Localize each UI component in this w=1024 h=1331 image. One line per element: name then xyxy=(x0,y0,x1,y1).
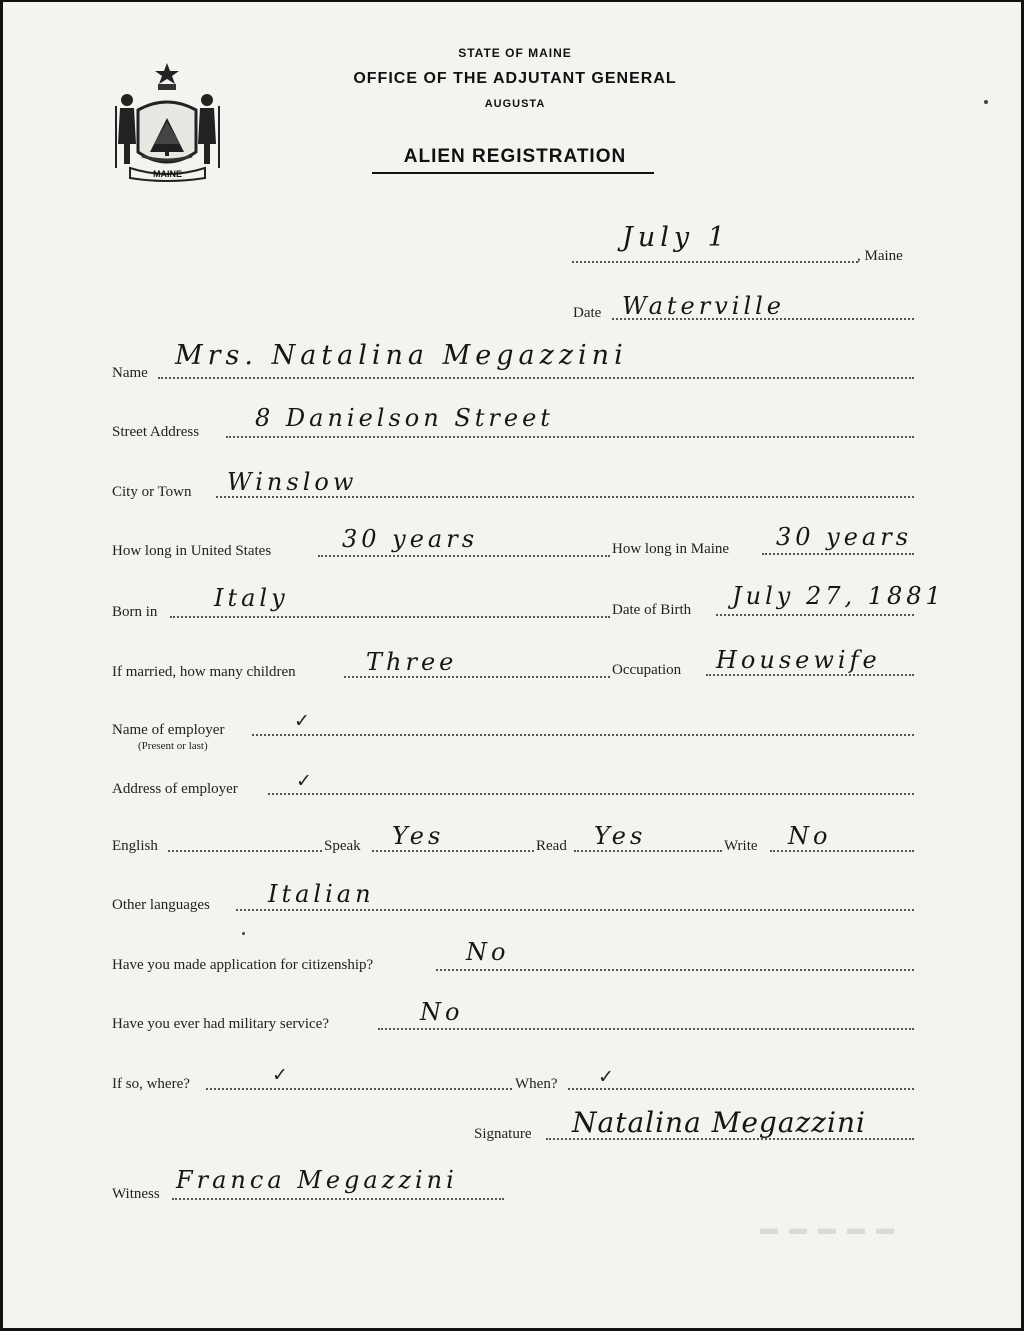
street-address-entry: 8 Danielson Street xyxy=(255,404,554,432)
speak-line xyxy=(372,850,534,852)
how-long-maine-line xyxy=(762,553,914,555)
citizenship-entry: No xyxy=(466,938,510,966)
employer-address-label: Address of employer xyxy=(112,781,238,797)
children-label: If married, how many children xyxy=(112,664,296,680)
maine-state-seal-icon xyxy=(110,60,225,185)
speak-entry: Yes xyxy=(392,822,445,850)
english-line xyxy=(168,850,322,852)
letterhead-office: OFFICE OF THE ADJUTANT GENERAL xyxy=(353,70,677,87)
read-entry: Yes xyxy=(594,822,647,850)
how-long-us-label: How long in United States xyxy=(112,543,272,559)
form-title: ALIEN REGISTRATION xyxy=(403,146,627,167)
how-long-maine-entry: 30 years xyxy=(776,523,913,551)
date-label: Date xyxy=(573,305,602,321)
place-date-line xyxy=(572,261,858,263)
how-long-us-entry: 30 years xyxy=(342,525,479,553)
seal-motto: MAINE xyxy=(153,169,182,179)
occupation-line xyxy=(706,674,914,676)
when-line xyxy=(568,1088,914,1090)
employer-address-checkmark: ✓ xyxy=(296,770,312,792)
scan-speck xyxy=(242,932,245,935)
employer-name-checkmark: ✓ xyxy=(294,710,310,732)
other-languages-label: Other languages xyxy=(112,897,210,913)
employer-address-line xyxy=(268,793,914,795)
city-line xyxy=(216,496,914,498)
letterhead-city: AUGUSTA xyxy=(484,98,546,110)
other-languages-line xyxy=(236,909,914,911)
date-entry: Waterville xyxy=(622,292,785,320)
city-label: City or Town xyxy=(112,484,192,500)
city-entry: Winslow xyxy=(227,468,358,496)
name-label: Name xyxy=(112,365,148,381)
signature-label: Signature xyxy=(474,1126,532,1142)
employer-name-note: (Present or last) xyxy=(138,740,208,752)
children-line xyxy=(344,676,610,678)
scan-border-top xyxy=(0,0,1024,2)
read-label: Read xyxy=(536,838,567,854)
reverse-bleed-through: ▬ ▬ ▬ ▬ ▬ xyxy=(760,1218,898,1238)
where-label: If so, where? xyxy=(112,1076,190,1092)
where-checkmark: ✓ xyxy=(272,1064,288,1086)
born-in-line xyxy=(170,616,610,618)
citizenship-line xyxy=(436,969,914,971)
born-in-entry: Italy xyxy=(214,584,289,612)
born-in-label: Born in xyxy=(112,604,158,620)
scan-border-left xyxy=(0,0,3,1331)
witness-line xyxy=(172,1198,504,1200)
when-label: When? xyxy=(515,1076,558,1092)
name-line xyxy=(158,377,914,379)
maine-label: , Maine xyxy=(857,248,903,264)
how-long-maine-label: How long in Maine xyxy=(612,541,730,557)
witness-label: Witness xyxy=(112,1186,160,1202)
date-of-birth-line xyxy=(716,614,914,616)
military-line xyxy=(378,1028,914,1030)
date-of-birth-entry: July 27, 1881 xyxy=(732,582,945,610)
military-label: Have you ever had military service? xyxy=(112,1016,329,1032)
citizenship-label: Have you made application for citizenship? xyxy=(112,957,374,973)
date-of-birth-label: Date of Birth xyxy=(612,602,692,618)
signature-entry: Natalina Megazzini xyxy=(572,1106,866,1139)
witness-entry: Franca Megazzini xyxy=(176,1166,458,1194)
english-label: English xyxy=(112,838,158,854)
write-line xyxy=(770,850,914,852)
how-long-us-line xyxy=(318,555,610,557)
military-entry: No xyxy=(420,998,464,1026)
employer-name-line xyxy=(252,734,914,736)
place-date-entry: July 1 xyxy=(622,222,730,253)
occupation-label: Occupation xyxy=(612,662,682,678)
street-address-label: Street Address xyxy=(112,424,200,440)
title-underline xyxy=(372,172,654,174)
speak-label: Speak xyxy=(324,838,361,854)
street-address-line xyxy=(226,436,914,438)
write-label: Write xyxy=(724,838,758,854)
occupation-entry: Housewife xyxy=(716,646,881,674)
children-entry: Three xyxy=(366,648,458,676)
letterhead-state: STATE OF MAINE xyxy=(458,46,572,60)
write-entry: No xyxy=(788,822,832,850)
other-languages-entry: Italian xyxy=(268,880,375,908)
scan-speck xyxy=(984,100,988,104)
name-entry: Mrs. Natalina Megazzini xyxy=(175,340,628,371)
where-line xyxy=(206,1088,512,1090)
when-checkmark: ✓ xyxy=(598,1066,614,1088)
read-line xyxy=(574,850,722,852)
employer-name-label: Name of employer xyxy=(112,722,225,738)
